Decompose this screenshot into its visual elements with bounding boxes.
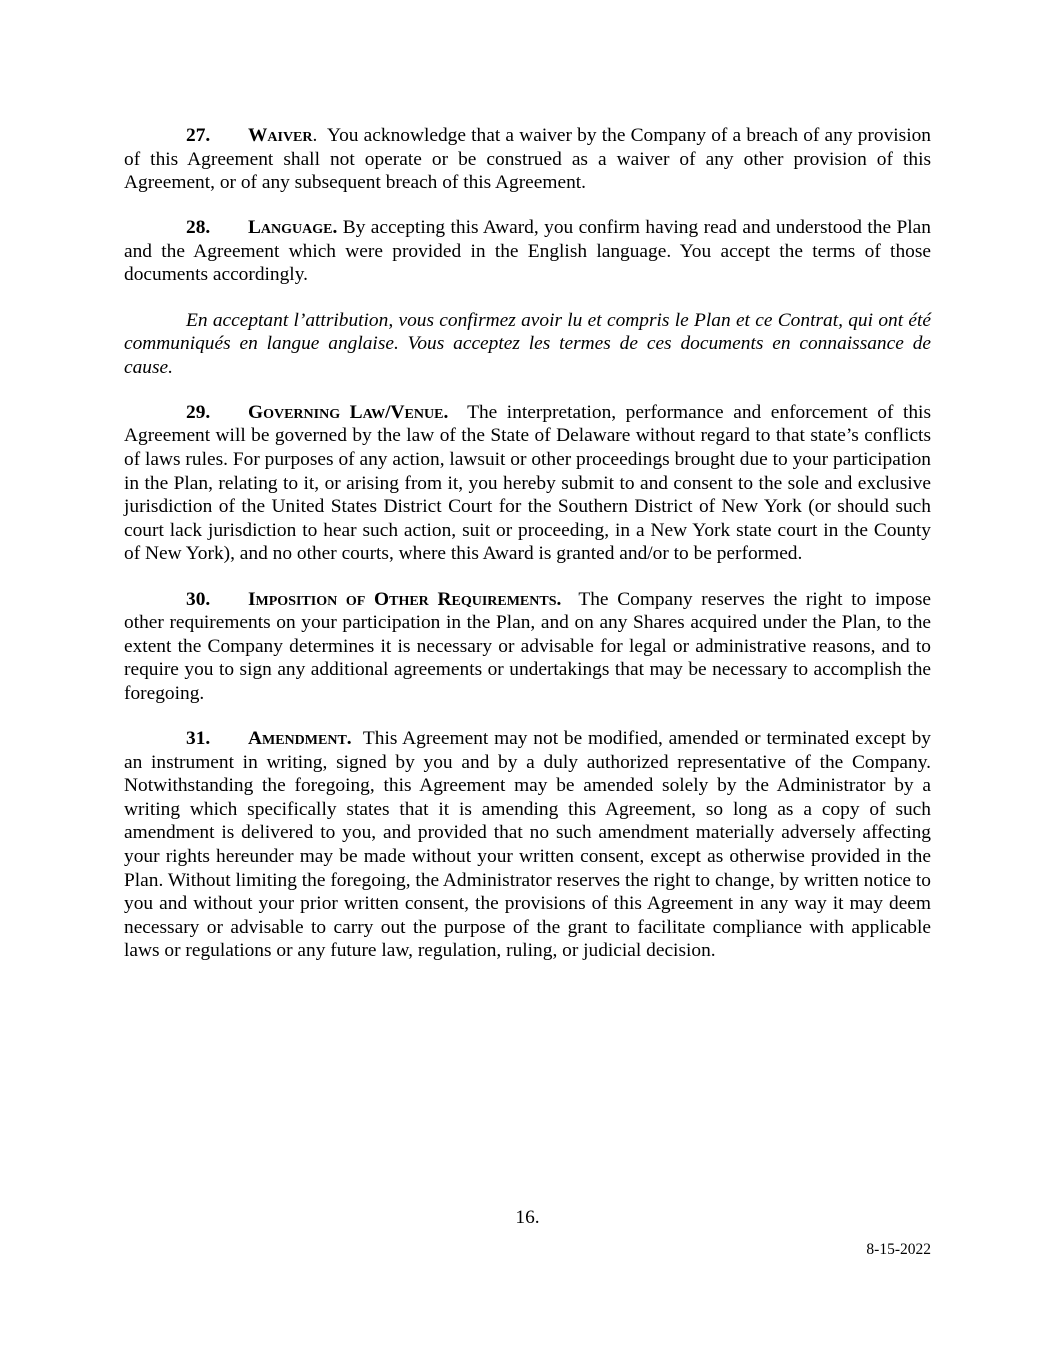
section-29: [124, 401, 931, 566]
section-heading: Waiver: [248, 125, 313, 146]
document-page: [124, 124, 931, 984]
document-date: 8-15-2022: [866, 1241, 931, 1258]
section-number: 27.: [186, 125, 211, 146]
section-28: [124, 216, 931, 287]
section-body: By accepting this Award, you confirm having read and understood the Plan and the Agreement which were provided in the English language. You accept the terms of those documents accordingly.: [124, 217, 931, 286]
section-heading: Language.: [248, 217, 338, 239]
section-30: [124, 588, 931, 706]
section-body: The interpretation, performance and enforcement of this Agreement will be governed by the law of the State of Delaware without regard to that state’s conflicts of laws rules. For purposes of any action, lawsuit or other proceedings brought due to your participation in the Plan, relating to it, or arising from it, you hereby submit to and consent to the sole and exclusive jurisdiction of the United States District Court for the Southern District of New York (or should such court lack jurisdiction to hear such action, suit or proceeding, in a New York state court in the County of New York), and no other courts, where this Award is granted and/or to be performed.: [124, 401, 931, 565]
section-body: You acknowledge that a waiver by the Company of a breach of any provision of this Agreement shall not operate or be construed as a waiver of any other provision of this Agreement, or of any subsequent breach of this Agreement.: [124, 125, 931, 194]
section-heading: Amendment.: [248, 727, 352, 749]
section-body: The Company reserves the right to impose other requirements on your participation in the Plan, and on any Shares acquired under the Plan, to the extent the Company determines it is necessary or advisable for legal or administrative reasons, and to require you to sign any additional agreements or undertakings that may be necessary to accomplish the foregoing.: [124, 588, 931, 704]
section-heading: Governing Law/Venue.: [248, 401, 449, 423]
section-heading: Imposition of Other Requirements.: [248, 588, 562, 610]
section-number: 29.: [186, 401, 211, 423]
section-28-french-text: En acceptant l’attribution, vous confirmez avoir lu et compris le Plan et ce Contrat, qui ont été communiqués en langue anglaise. Vous acceptez les termes de ces documents en connaissance de cause.: [124, 309, 931, 378]
section-number: 30.: [186, 588, 211, 610]
section-heading-punct: .: [312, 125, 318, 146]
section-number: 31.: [186, 727, 211, 749]
section-27: [124, 124, 931, 195]
section-31: [124, 727, 931, 963]
section-number: 28.: [186, 217, 211, 239]
section-body: This Agreement may not be modified, amended or terminated except by an instrument in writing, signed by you and by a duly authorized representative of the Company. Notwithstanding the foregoing, this Agreement may be amended solely by the Administrator by a writing which specifically states that it is amending this Agreement, so long as a copy of such amendment is delivered to you, and provided that no such amendment materially adversely affecting your rights hereunder may be made without your written consent, except as otherwise provided in the Plan. Without limiting the foregoing, the Administrator reserves the right to change, by written notice to you and without your prior written consent, the provisions of this Agreement in any way it may deem necessary or advisable to carry out the purpose of the grant to facilitate compliance with applicable laws or regulations or any future law, regulation, ruling, or judicial decision.: [124, 727, 931, 962]
page-number: 16.: [515, 1207, 540, 1228]
